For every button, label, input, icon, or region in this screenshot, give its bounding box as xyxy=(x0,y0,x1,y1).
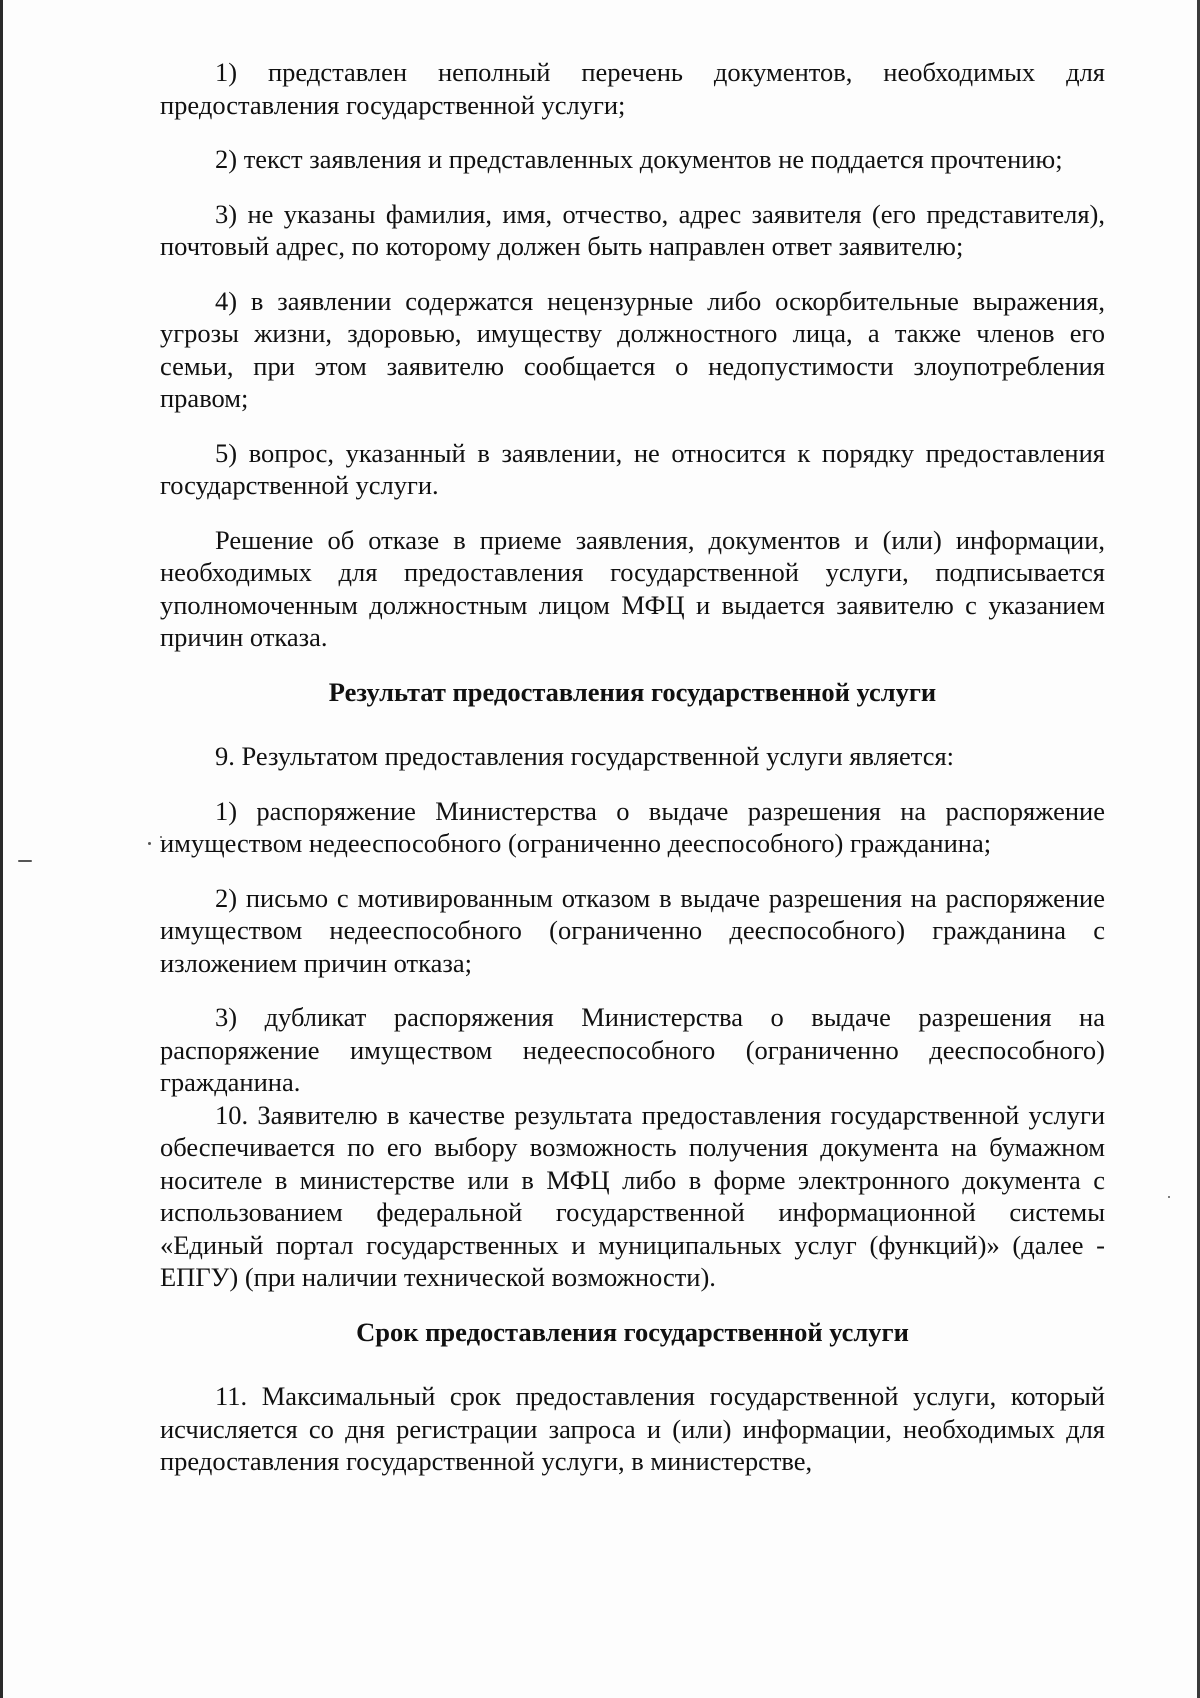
scan-edge-left xyxy=(0,0,3,1698)
list-item-unreadable-text: 2) текст заявления и представленных документов не поддается прочтению; xyxy=(215,144,1063,174)
list-item-unrelated-question: 5) вопрос, указанный в заявлении, не относится к порядку предоставления государственной услуги. xyxy=(160,437,1105,500)
result-item-3: 3) дубликат распоряжения Министерства о выдаче разрешения на распоряжение имуществом недееспособного (ограниченно дееспособного) гражданина. xyxy=(160,1002,1105,1097)
clause-10: 10. Заявителю в качестве результата предоставления государственной услуги обеспечивается по его выбору возможность получения документа на бумажном носителе в министерстве или в МФЦ либо в форме электронного документа с использованием федеральной государственной информационной системы «Единый портал государственных и муниципальных услуг (функций)» (далее - ЕПГУ) (при наличии технической возможности). xyxy=(160,1099,1105,1292)
result-item-2: 2) письмо с мотивированным отказом в выдаче разрешения на распоряжение имуществом недееспособного (ограниченно дееспособного) гражданина с изложением причин отказа; xyxy=(160,882,1105,978)
section-heading-result: Результат предоставления государственной услуги xyxy=(328,676,937,707)
list-item-offensive-language: 4) в заявлении содержатся нецензурные либо оскорбительные выражения, угрозы жизни, здоровью, имуществу должностного лица, а также членов его семьи, при этом заявителю сообщается о недопустимости злоупотребления правом; xyxy=(160,285,1105,413)
scan-speck xyxy=(148,842,151,845)
scan-speck xyxy=(1168,1196,1170,1198)
document-body xyxy=(160,56,1105,1500)
refusal-decision-paragraph: Решение об отказе в приеме заявления, документов и (или) информации, необходимых для предоставления государственной услуги, подписывается уполномоченным должностным лицом МФЦ и выдается заявителю с указанием причин отказа. xyxy=(160,524,1105,652)
scan-speck xyxy=(18,860,32,862)
list-item-incomplete-documents: 1) представлен неполный перечень документов, необходимых для предоставления государственной услуги; xyxy=(160,57,1105,120)
section-heading-term: Срок предоставления государственной услуги xyxy=(356,1316,909,1347)
clause-9: 9. Результатом предоставления государственной услуги является: xyxy=(215,741,955,771)
result-item-1: 1) распоряжение Министерства о выдаче разрешения на распоряжение имуществом недееспособного (ограниченно дееспособного) гражданина; xyxy=(160,795,1105,858)
list-item-missing-applicant-data: 3) не указаны фамилия, имя, отчество, адрес заявителя (его представителя), почтовый адрес, по которому должен быть направлен ответ заявителю; xyxy=(160,198,1105,261)
clause-11: 11. Максимальный срок предоставления государственной услуги, который исчисляется со дня регистрации запроса и (или) информации, необходимых для предоставления государственной услуги, в министерстве, xyxy=(160,1381,1105,1476)
